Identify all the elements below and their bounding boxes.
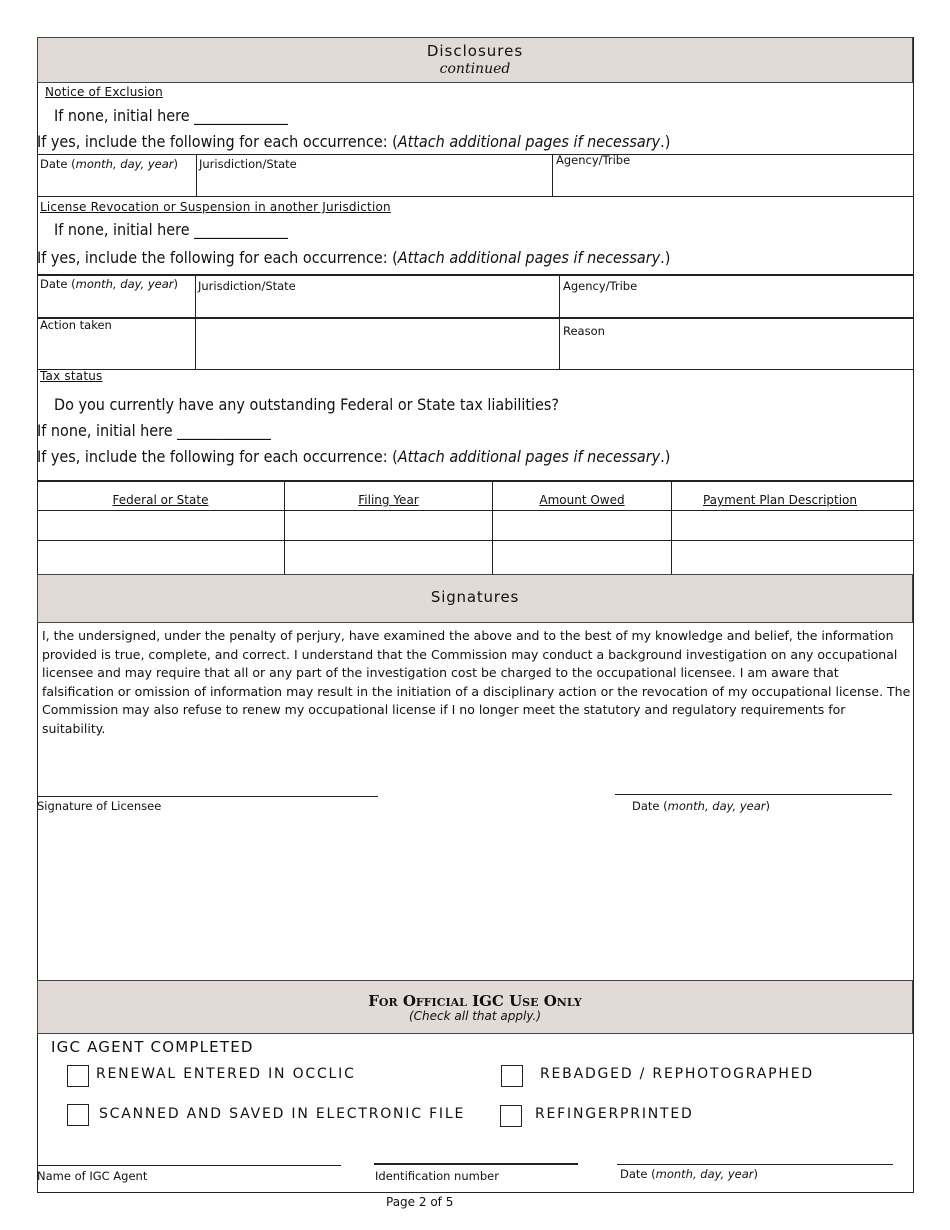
label-part: month, day, year xyxy=(667,799,766,813)
attestation-text: I, the undersigned, under the penalty of perjury, have examined the above and to the best of my knowledge and belief, the information provided is true, complete, and correct. I understand that the Commission may conduct a background investigation on any occupational licensee and may require that all or any part of the investigation cost be charged to the occupational licensee. I am aware that falsification or omission of information may result in the initiation of a disciplinary action or the revocation of my occupational license. The Commission may also refuse to renew my occupational license if I no longer meet the statutory and regulatory requirements for suitability. xyxy=(42,628,911,736)
rule xyxy=(37,480,914,482)
agent-name-label: Name of IGC Agent xyxy=(37,1169,148,1183)
tax-col-amount-owed: Amount Owed xyxy=(539,493,625,507)
frame-bottom xyxy=(37,1192,914,1193)
rule xyxy=(37,196,914,197)
official-subtitle: (Check all that apply.) xyxy=(408,1009,542,1023)
signature-date-label xyxy=(632,799,770,813)
rule xyxy=(195,274,196,369)
rule xyxy=(37,274,914,276)
notice-exclusion-initial[interactable]: If none, initial here _____________ xyxy=(54,106,288,125)
disclosures-header xyxy=(37,37,913,83)
tax-col-federal-state: Federal or State xyxy=(112,493,209,507)
label-part: month, day, year xyxy=(75,277,174,291)
page-number: Page 2 of 5 xyxy=(386,1195,454,1209)
rule xyxy=(284,480,285,574)
rule xyxy=(492,480,493,574)
notice-exclusion-heading: Notice of Exclusion xyxy=(45,85,163,99)
tax-status-heading: Tax status xyxy=(40,369,103,383)
signatures-title: Signatures xyxy=(430,588,520,606)
label-part: Date ( xyxy=(632,799,668,813)
revocation-date-label xyxy=(40,277,178,291)
revocation-action-label: Action taken xyxy=(40,318,112,332)
frame-right xyxy=(913,37,914,1193)
label-part: Date ( xyxy=(40,277,76,291)
notice-agency-label: Agency/Tribe xyxy=(556,153,631,167)
rule xyxy=(552,154,553,196)
agent-date-label xyxy=(620,1167,758,1181)
occurrence-italic: Attach additional pages if necessary xyxy=(397,447,661,466)
signature-label: Signature of Licensee xyxy=(37,799,162,813)
rule xyxy=(37,369,914,370)
tax-occurrence xyxy=(37,447,670,466)
label-part: ) xyxy=(765,799,771,813)
label-part: month, day, year xyxy=(655,1167,754,1181)
label-part: ) xyxy=(753,1167,759,1181)
agent-id-line[interactable] xyxy=(374,1163,578,1165)
label-part: ) xyxy=(173,157,179,171)
renewal-label: RENEWAL ENTERED IN OCCLIC xyxy=(96,1066,356,1082)
rebadged-checkbox[interactable] xyxy=(501,1065,523,1087)
scanned-label: SCANNED AND SAVED IN ELECTRONIC FILE xyxy=(99,1106,466,1122)
occurrence-suffix: .) xyxy=(660,248,671,267)
notice-date-label xyxy=(40,157,178,171)
rule xyxy=(37,317,914,319)
license-revocation-occurrence xyxy=(37,248,670,267)
rule xyxy=(196,154,197,196)
tax-initial[interactable]: If none, initial here _____________ xyxy=(37,421,271,440)
rule xyxy=(37,154,914,155)
license-revocation-initial[interactable]: If none, initial here _____________ xyxy=(54,220,288,239)
rule xyxy=(671,480,672,574)
refingerprinted-label: REFINGERPRINTED xyxy=(535,1106,694,1122)
rule xyxy=(559,274,560,369)
notice-jurisdiction-label: Jurisdiction/State xyxy=(199,157,297,171)
occurrence-italic: Attach additional pages if necessary xyxy=(397,132,661,151)
agent-date-line[interactable] xyxy=(617,1164,893,1165)
notice-exclusion-occurrence xyxy=(37,132,670,151)
label-part: Date ( xyxy=(40,157,76,171)
occurrence-prefix: If yes, include the following for each occurrence: ( xyxy=(37,248,398,267)
signatures-header xyxy=(37,574,913,623)
official-title: For Official IGC Use Only xyxy=(368,992,582,1010)
rebadged-label: REBADGED / REPHOTOGRAPHED xyxy=(540,1066,814,1082)
tax-col-payment-plan: Payment Plan Description xyxy=(702,493,858,507)
occurrence-suffix: .) xyxy=(660,447,671,466)
occurrence-suffix: .) xyxy=(660,132,671,151)
agent-name-line[interactable] xyxy=(37,1165,341,1166)
disclosures-subtitle: continued xyxy=(439,61,511,77)
signature-date-line[interactable] xyxy=(615,794,892,795)
renewal-checkbox[interactable] xyxy=(67,1065,89,1087)
revocation-agency-label: Agency/Tribe xyxy=(563,279,638,293)
license-revocation-heading: License Revocation or Suspension in another Jurisdiction xyxy=(40,200,391,214)
tax-row-2-cell[interactable] xyxy=(38,541,284,574)
revocation-jurisdiction-label: Jurisdiction/State xyxy=(198,279,296,293)
refingerprinted-checkbox[interactable] xyxy=(500,1105,522,1127)
tax-row-1-cell[interactable] xyxy=(38,511,284,540)
label-part: month, day, year xyxy=(75,157,174,171)
agent-id-label: Identification number xyxy=(375,1169,499,1183)
disclosures-title: Disclosures xyxy=(426,42,524,60)
revocation-reason-label: Reason xyxy=(563,324,605,338)
agent-completed-label: IGC AGENT COMPLETED xyxy=(51,1038,254,1056)
signature-line[interactable] xyxy=(37,796,378,797)
occurrence-prefix: If yes, include the following for each occurrence: ( xyxy=(37,132,398,151)
scanned-checkbox[interactable] xyxy=(67,1104,89,1126)
tax-question: Do you currently have any outstanding Federal or State tax liabilities? xyxy=(54,395,560,414)
label-part: ) xyxy=(173,277,179,291)
official-header xyxy=(37,980,913,1034)
occurrence-prefix: If yes, include the following for each occurrence: ( xyxy=(37,447,398,466)
label-part: Date ( xyxy=(620,1167,656,1181)
tax-col-filing-year: Filing Year xyxy=(358,493,419,507)
occurrence-italic: Attach additional pages if necessary xyxy=(397,248,661,267)
